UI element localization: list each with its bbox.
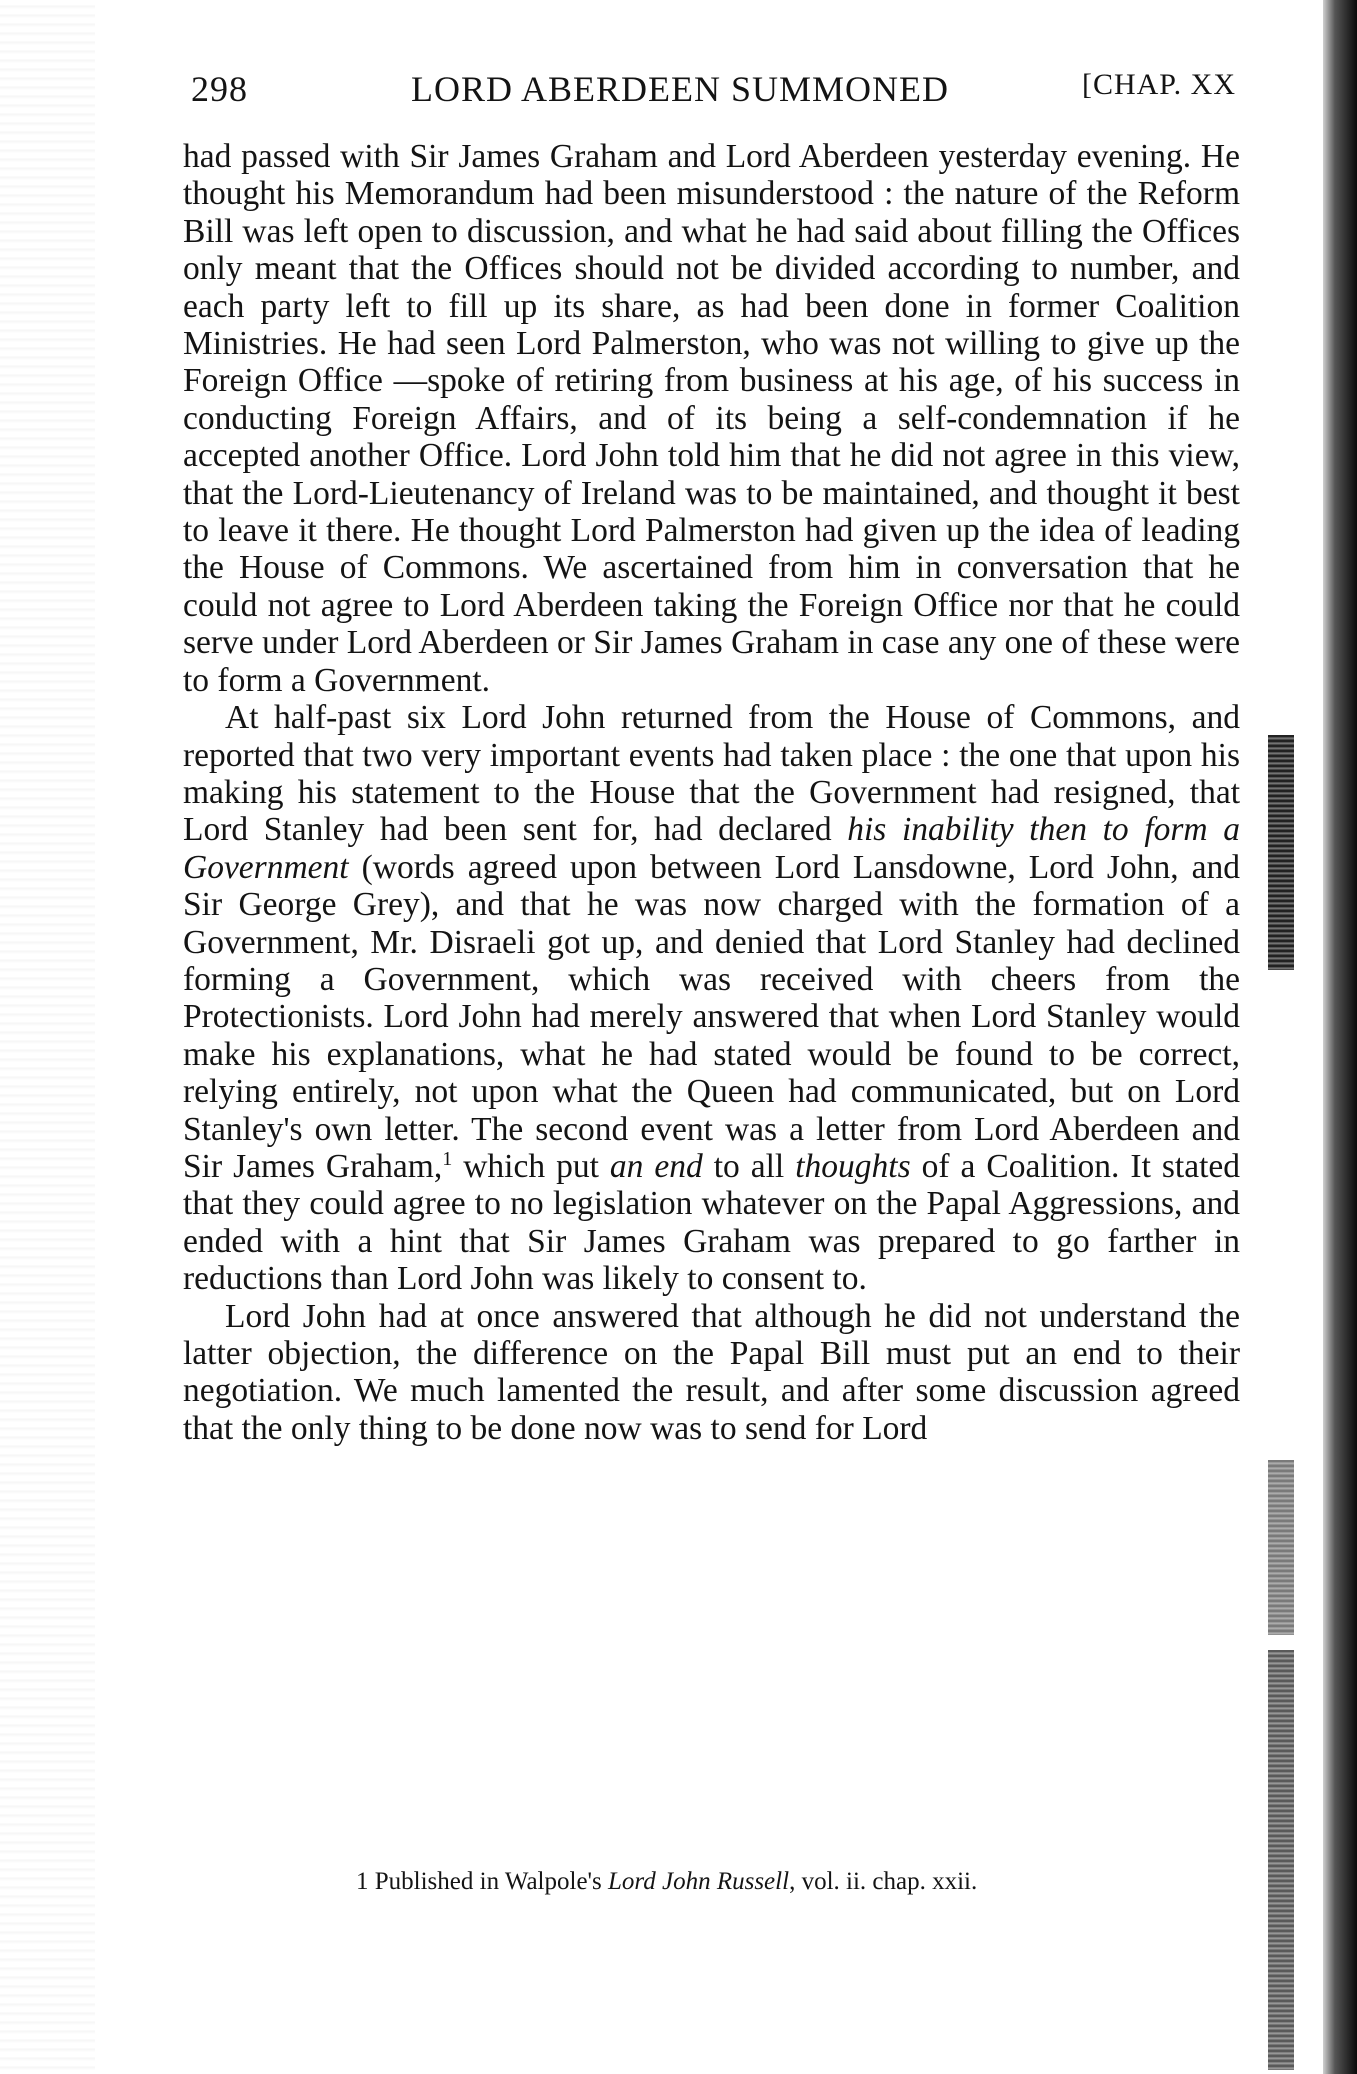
body-text xyxy=(183,138,1240,1447)
text-run: which put xyxy=(452,1147,610,1185)
footnote-prefix: Published in Walpole's xyxy=(368,1868,609,1895)
text-run: (words agreed upon between Lord Lansdowne, Lord John, and Sir George Grey), and that he was now charged with the formation of a Government, Mr. Disraeli got up, and denied that Lord Stanley had declined forming a Government, which was received with cheers from the Protectionists. Lord John had merely answered that when Lord Stanley would make his explanations, what he had stated would be found to be correct, relying entirely, not upon what the Queen had communicated, but on Lord Stanley's own letter. The second event was a letter from Lord Aberdeen and Sir James Graham, xyxy=(183,848,1240,1185)
text-run: had passed with Sir James Graham and Lord Aberdeen yesterday evening. He thought his Memorandum had been misunderstood : the nature of the Reform Bill was left open to discussion, and what he had said about filling the Offices only meant that the Offices should not be divided according to number, and each party left to fill up its share, as had been done in former Coalition Ministries. He had seen Lord Palmerston, who was not willing to give up the Foreign Office —spoke of retiring from business at his age, of his success in conducting Foreign Affairs, and of its being a self-condemnation if he accepted another Office. Lord John told him that he did not agree in this view, that the Lord-Lieutenancy of Ireland was to be maintained, and thought it best to leave it there. He thought Lord Palmerston had given up the idea of leading the House of Commons. We ascertained from him in conversation that he could not agree to Lord Aberdeen taking the Foreign Office nor that he could serve under Lord Aberdeen or Sir James Graham in case any one of these were to form a Government. xyxy=(183,138,1240,699)
italic-text: an end xyxy=(609,1147,703,1185)
paragraph xyxy=(183,699,1240,1298)
scan-binding-edge xyxy=(1323,0,1357,2074)
text-run: of a Coalition. It stated that they could agree to no legislation whatever on the Papal Aggressions, and ended with a hint that Sir James Graham was prepared to go farther in reductions than Lord John was likely to consent to. xyxy=(183,1147,1240,1298)
footnote-suffix: , vol. ii. chap. xxii. xyxy=(789,1868,978,1895)
footnote-work-title: Lord John Russell xyxy=(608,1868,790,1895)
footnote xyxy=(356,1868,1216,1896)
italic-text: thoughts xyxy=(795,1147,911,1185)
chapter-marker: [CHAP. XX xyxy=(1081,68,1236,101)
italic-text: his inability then to form a Government xyxy=(183,811,1240,886)
scan-shadow-strip xyxy=(1268,735,1294,970)
footnote-reference: 1 xyxy=(442,1147,453,1170)
scan-shadow-strip xyxy=(1268,1460,1294,1635)
scan-shadow-strip xyxy=(1268,1650,1294,2070)
paragraph xyxy=(183,138,1240,699)
running-header xyxy=(191,68,1236,118)
text-run: Lord John had at once answered that although he did not understand the latter objection, the difference on the Papal Bill must put an end to their negotiation. We much lamented the result, and after some discussion agreed that the only thing to be done now was to send for Lord xyxy=(183,1297,1240,1447)
text-run: to all xyxy=(702,1147,796,1185)
scan-left-edge xyxy=(0,0,95,2074)
page-number: 298 xyxy=(191,69,248,109)
text-run: At half-past six Lord John returned from the House of Commons, and reported that two very important events had taken place : the one that upon his making his statement to the House that the Government had resigned, that Lord Stanley had been sent for, had declared xyxy=(183,699,1240,849)
paragraph xyxy=(183,1298,1240,1448)
running-title: LORD ABERDEEN SUMMONED xyxy=(411,69,950,109)
footnote-marker: 1 xyxy=(356,1868,369,1895)
